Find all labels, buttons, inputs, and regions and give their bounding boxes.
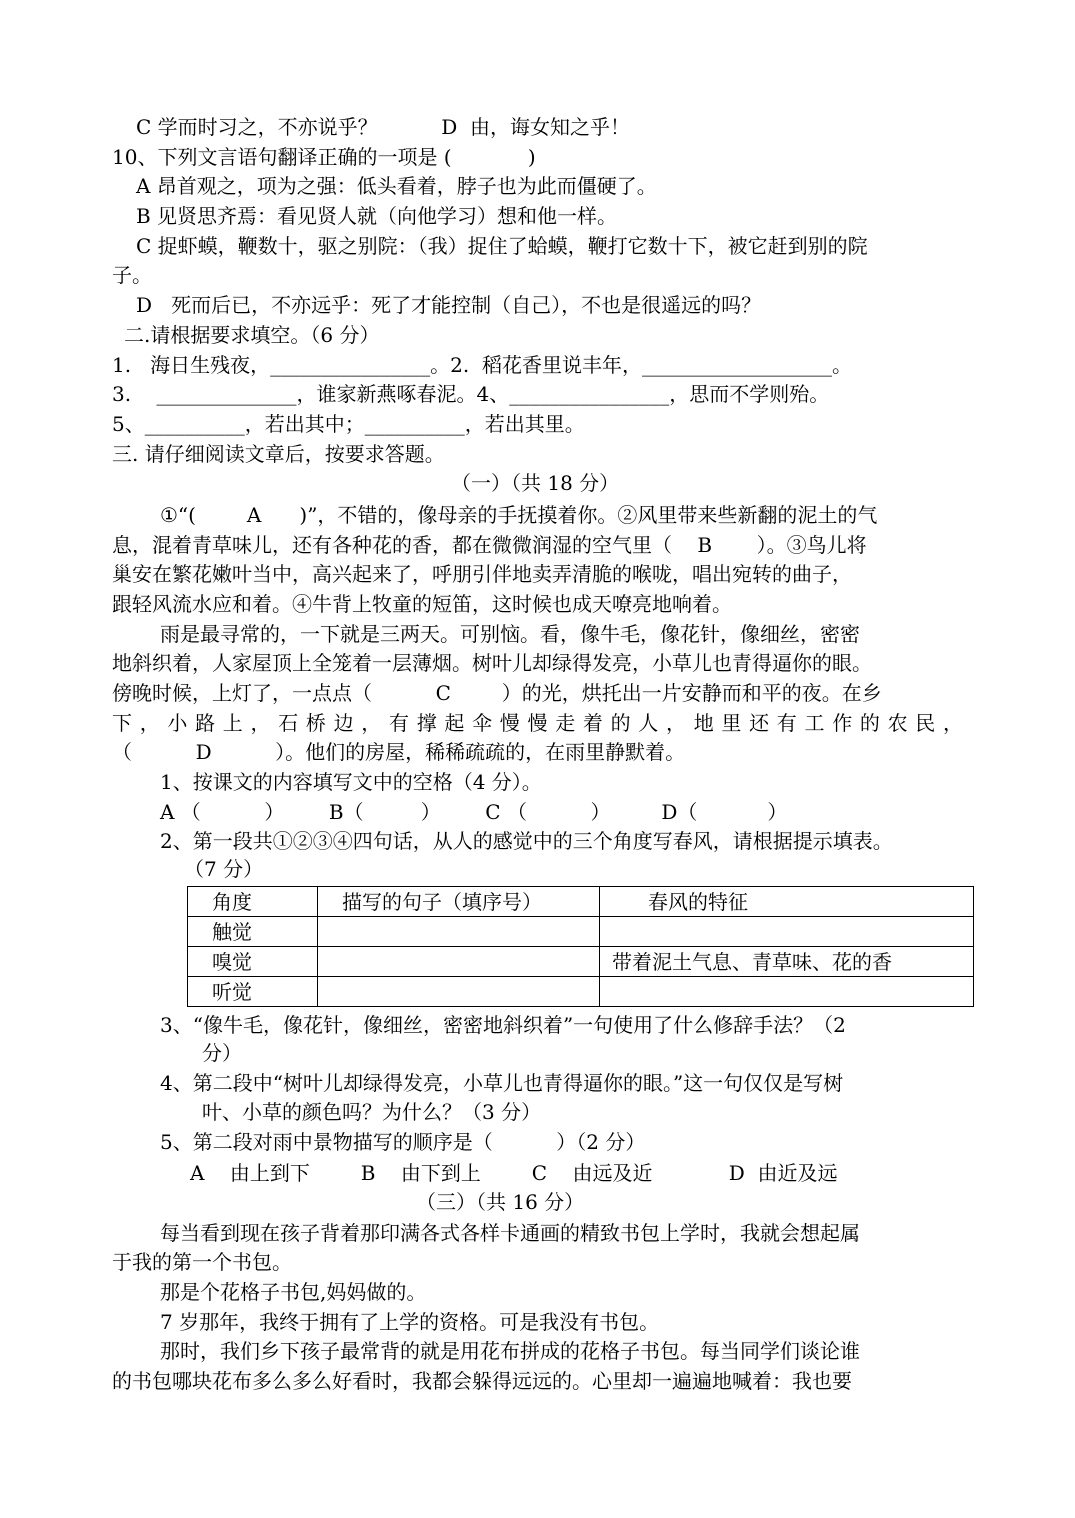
q10-option-d: D 死而后已，不亦远乎：死了才能控制（自己），不也是很遥远的吗？ xyxy=(136,293,762,317)
question-5-options: A 由上到下 B 由下到上 C 由远及近 D 由近及远 xyxy=(190,1161,838,1185)
table-cell: 带着泥土气息、青草味、花的香 xyxy=(600,947,974,977)
table-cell xyxy=(600,977,974,1007)
table-header: 角度 xyxy=(188,887,318,917)
question-2: 2、第一段共①②③④四句话，从人的感觉中的三个角度写春风，请根据提示填表。 xyxy=(160,829,893,853)
question-3-cont: 分） xyxy=(202,1041,242,1065)
passage-line: 于我的第一个书包。 xyxy=(112,1250,292,1274)
passage-line: 每当看到现在孩子背着那印满各式各样卡通画的精致书包上学时，我就会想起属 xyxy=(160,1221,860,1245)
passage-line: 跟轻风流水应和着。④牛背上牧童的短笛，这时候也成天嘹亮地响着。 xyxy=(112,592,732,616)
question-1-options: A （ ） B（ ） C （ ） D（ ） xyxy=(160,800,788,824)
section-3-title: 三. 请仔细阅读文章后，按要求答题。 xyxy=(112,442,445,466)
table-header: 春风的特征 xyxy=(600,887,974,917)
passage-line: 下，小路上，石桥边，有撑起伞慢慢走着的人，地里还有工作的农民， xyxy=(112,711,964,735)
table-row xyxy=(188,947,974,977)
table-cell: 听觉 xyxy=(188,977,318,1007)
passage-line: 息，混着青草味儿，还有各种花的香，都在微微润湿的空气里（ B ）。③鸟儿将 xyxy=(112,533,867,557)
passage-line: 巢安在繁花嫩叶当中，高兴起来了，呼朋引伴地卖弄清脆的喉咙，唱出宛转的曲子， xyxy=(112,562,852,586)
fill-blank-3-4: 3. ______________，谁家新燕啄春泥。4、________________，思而不学则殆。 xyxy=(112,382,830,406)
table-cell xyxy=(318,977,600,1007)
passage-line: （ D ）。他们的房屋，稀稀疏疏的，在雨里静默着。 xyxy=(112,740,686,764)
question-4: 4、第二段中“树叶儿却绿得发亮，小草儿也青得逼你的眼。”这一句仅仅是写树 xyxy=(160,1071,844,1095)
question-1: 1、按课文的内容填写文中的空格（4 分）。 xyxy=(160,770,542,794)
passage-line: 傍晚时候，上灯了，一点点（ C ）的光，烘托出一片安静而和平的夜。在乡 xyxy=(112,681,882,705)
table-row xyxy=(188,977,974,1007)
q10-option-b: B 见贤思齐焉：看见贤人就（向他学习）想和他一样。 xyxy=(136,204,618,228)
part-1-title: （一）（共 18 分） xyxy=(451,471,620,495)
part-3-title: （三）（共 16 分） xyxy=(416,1190,585,1214)
table-header: 描写的句子（填序号） xyxy=(318,887,600,917)
passage-line: 的书包哪块花布多么多么好看时，我都会躲得远远的。心里却一遍遍地喊着：我也要 xyxy=(112,1369,852,1393)
table-row xyxy=(188,887,974,917)
passage-line: 7 岁那年，我终于拥有了上学的资格。可是我没有书包。 xyxy=(160,1310,660,1334)
senses-table xyxy=(187,886,974,1007)
question-2-points: （7 分） xyxy=(184,857,264,881)
table-cell xyxy=(318,917,600,947)
table-cell xyxy=(318,947,600,977)
section-2-title: 二.请根据要求填空。（6 分） xyxy=(124,323,380,347)
passage-line: 那时，我们乡下孩子最常背的就是用花布拼成的花格子书包。每当同学们谈论谁 xyxy=(160,1339,860,1363)
question-10: 10、下列文言语句翻译正确的一项是 ( ) xyxy=(112,145,536,169)
question-5: 5、第二段对雨中景物描写的顺序是（ ）（2 分） xyxy=(160,1130,646,1154)
passage-line: 那是个花格子书包,妈妈做的。 xyxy=(160,1280,427,1304)
q10-option-a: A 昂首观之，项为之强：低头看着，脖子也为此而僵硬了。 xyxy=(136,174,657,198)
question-3: 3、“像牛毛，像花针，像细丝，密密地斜织着”一句使用了什么修辞手法？（2 xyxy=(160,1013,846,1037)
question-4-cont: 叶、小草的颜色吗？为什么？（3 分） xyxy=(202,1100,542,1124)
q10-option-c: C 捉虾蟆，鞭数十，驱之别院：（我）捉住了蛤蟆，鞭打它数十下，被它赶到别的院 xyxy=(136,234,868,258)
table-cell: 嗅觉 xyxy=(188,947,318,977)
table-cell: 触觉 xyxy=(188,917,318,947)
fill-blank-5: 5、__________，若出其中；__________，若出其里。 xyxy=(112,412,585,436)
fill-blank-1-2: 1. 海日生残夜，________________。2. 稻花香里说丰年，___________________。 xyxy=(112,353,852,377)
q10-option-c-cont: 子。 xyxy=(112,263,152,287)
passage-line: 雨是最寻常的，一下就是三两天。可别恼。看，像牛毛，像花针，像细丝，密密 xyxy=(160,622,860,646)
passage-line: 地斜织着，人家屋顶上全笼着一层薄烟。树叶儿却绿得发亮，小草儿也青得逼你的眼。 xyxy=(112,651,872,675)
table-cell xyxy=(600,917,974,947)
option-c-d-line: C 学而时习之，不亦说乎？ D 由，诲女知之乎！ xyxy=(136,115,630,139)
passage-line: ①“( A )”，不错的，像母亲的手抚摸着你。②风里带来些新翻的泥土的气 xyxy=(160,503,878,527)
table-row xyxy=(188,917,974,947)
